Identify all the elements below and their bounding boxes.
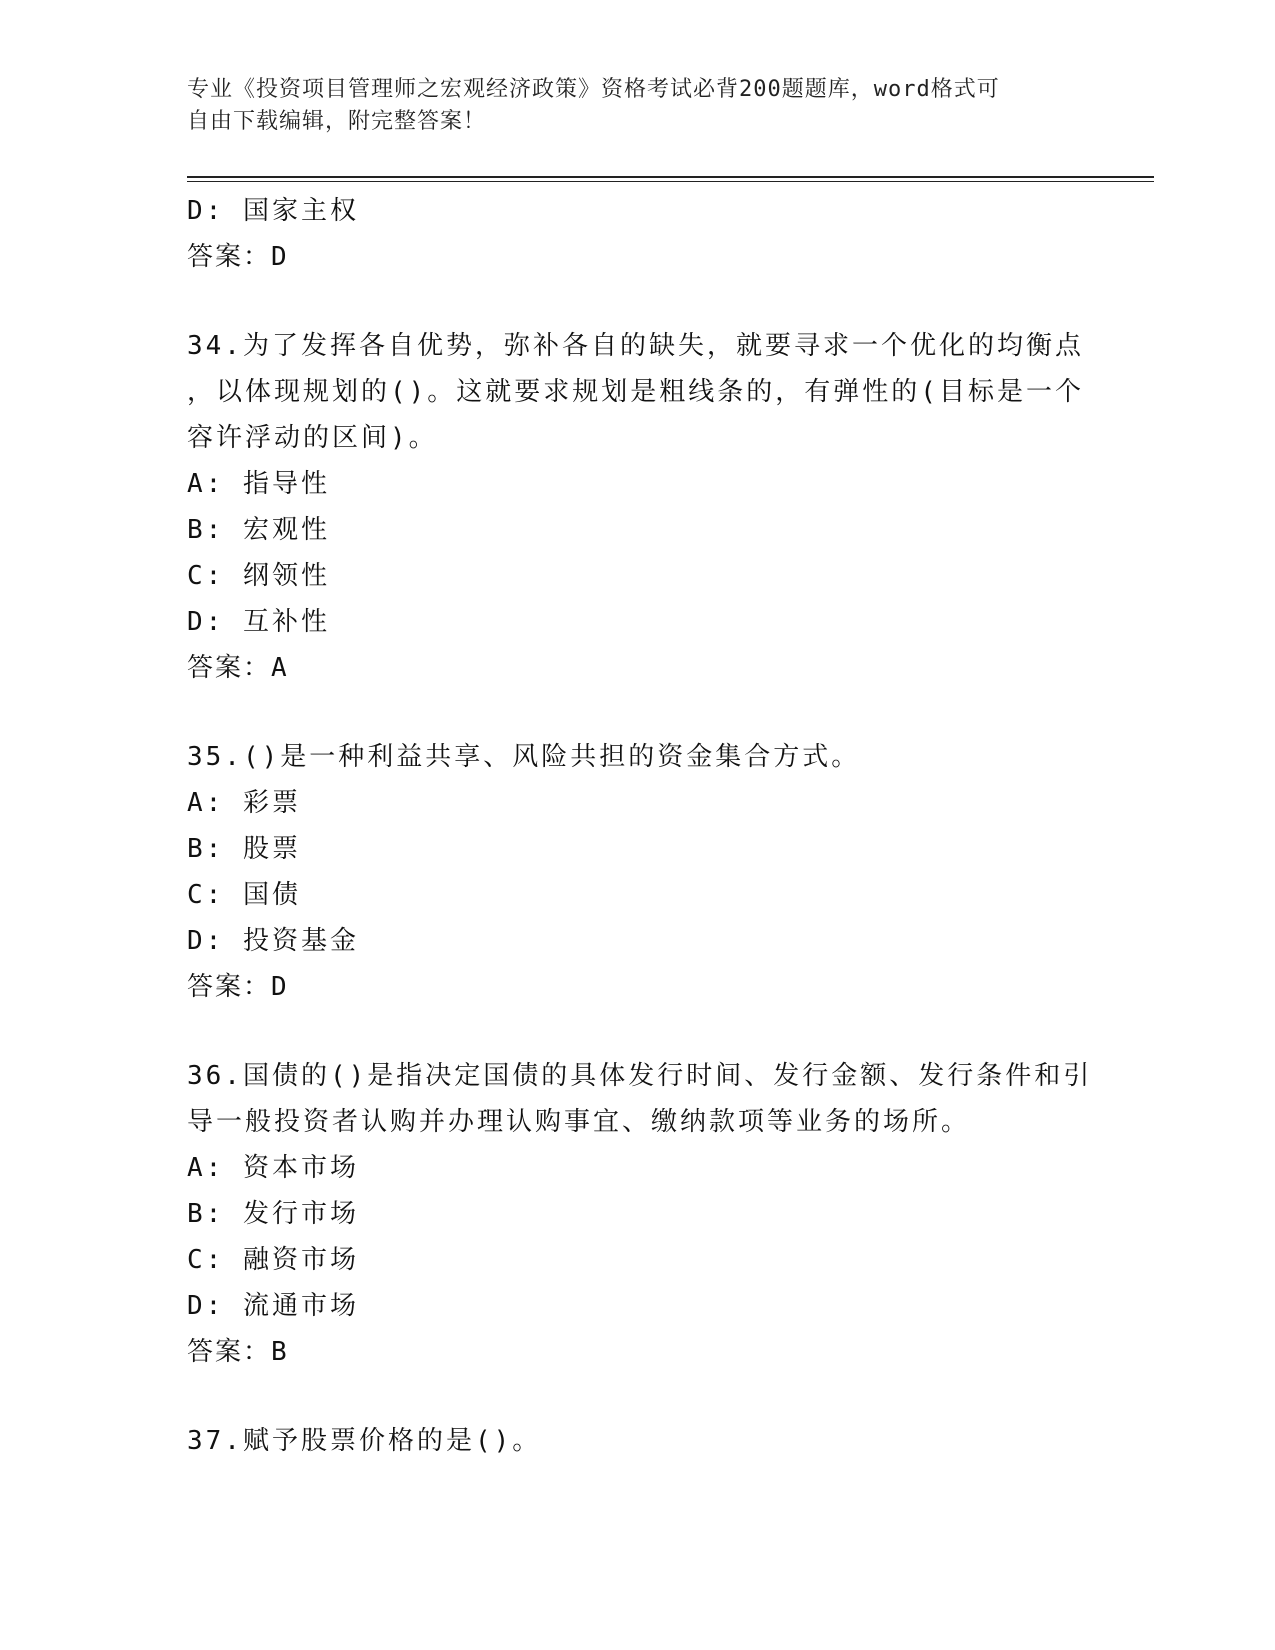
answer: 答案：D [187, 972, 289, 1002]
question-37 [187, 1418, 1087, 1464]
option-a: A: 彩票 [187, 788, 301, 818]
question-text-line: 36.国债的()是指决定国债的具体发行时间、发行金额、发行条件和引 [187, 1061, 1093, 1091]
question-text-line: 导一般投资者认购并办理认购事宜、缴纳款项等业务的场所。 [187, 1107, 971, 1137]
option-d: D: 互补性 [187, 607, 330, 637]
header-line-2: 自由下载编辑，附完整答案！ [187, 109, 487, 134]
option-c: C: 纲领性 [187, 561, 330, 591]
option-c: C: 融资市场 [187, 1245, 359, 1275]
prev-answer: 答案：D [187, 242, 289, 272]
page-header [187, 74, 1087, 138]
option-a: A: 指导性 [187, 469, 330, 499]
question-text-line: 容许浮动的区间)。 [187, 423, 438, 453]
option-b: B: 宏观性 [187, 515, 330, 545]
question-text-line: ，以体现规划的()。这就要求规划是粗线条的，有弹性的(目标是一个 [187, 377, 1084, 407]
question-text-line: 34.为了发挥各自优势，弥补各自的缺失，就要寻求一个优化的均衡点 [187, 331, 1084, 361]
option-a: A: 资本市场 [187, 1153, 359, 1183]
header-rule-thick [187, 176, 1154, 178]
question-text-line: 35.()是一种利益共享、风险共担的资金集合方式。 [187, 742, 861, 772]
document-body [187, 188, 1093, 1464]
option-b: B: 股票 [187, 834, 301, 864]
header-line-1: 专业《投资项目管理师之宏观经济政策》资格考试必背200题题库，word格式可 [187, 77, 1000, 102]
answer: 答案：A [187, 653, 289, 683]
option-d: D: 投资基金 [187, 926, 359, 956]
option-d: D: 流通市场 [187, 1291, 359, 1321]
question-text-line: 37.赋予股票价格的是()。 [187, 1426, 542, 1456]
question-34 [187, 323, 1087, 691]
header-rule-thin [187, 181, 1154, 182]
prev-option-d: D: 国家主权 [187, 196, 359, 226]
question-36 [187, 1053, 1093, 1375]
option-b: B: 发行市场 [187, 1199, 359, 1229]
option-c: C: 国债 [187, 880, 301, 910]
question-35 [187, 734, 1087, 1010]
answer: 答案：B [187, 1337, 289, 1367]
